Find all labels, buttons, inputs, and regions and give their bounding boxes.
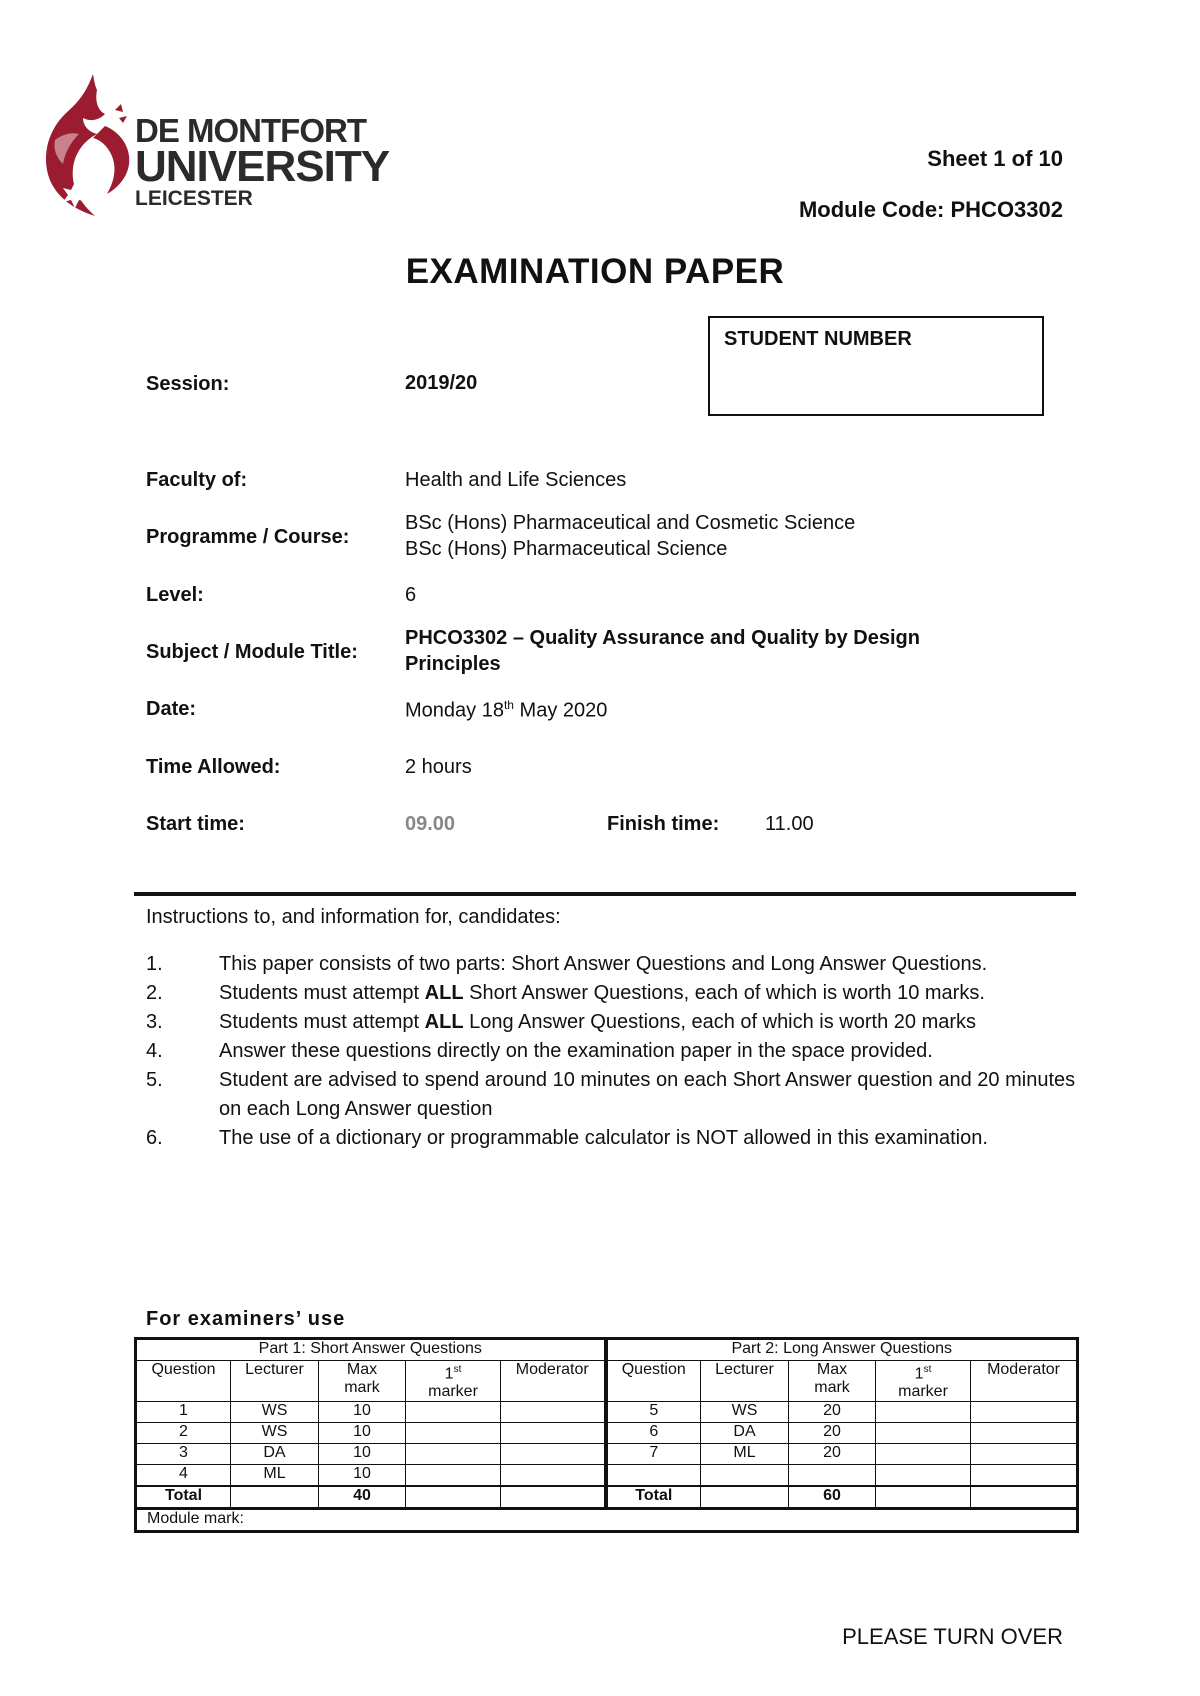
- moderator-cell[interactable]: [971, 1465, 1078, 1487]
- date-suffix: th: [503, 698, 514, 712]
- start-time-label: Start time:: [146, 813, 245, 835]
- faculty-label: Faculty of:: [146, 469, 248, 491]
- divider: [134, 892, 1076, 896]
- col-max-mark: Max mark: [789, 1361, 876, 1402]
- marker-cell[interactable]: [406, 1465, 501, 1487]
- moderator-cell[interactable]: [501, 1423, 606, 1444]
- marker-cell[interactable]: [406, 1402, 501, 1423]
- instructions-title: Instructions to, and information for, candidates:: [146, 906, 561, 928]
- date-month-year: May 2020: [513, 699, 608, 722]
- sheet-number: Sheet 1 of 10: [927, 146, 1063, 171]
- logo-line-1: DE MONTFORT: [135, 112, 366, 149]
- subject-value-2: Principles: [405, 653, 501, 675]
- module-mark-row: [136, 1509, 1078, 1532]
- col-question: Question: [136, 1361, 231, 1402]
- start-time-value: 09.00: [405, 813, 456, 835]
- level-value: 6: [405, 584, 417, 606]
- marker-cell[interactable]: [406, 1423, 501, 1444]
- please-turn-over: PLEASE TURN OVER: [842, 1624, 1063, 1649]
- marker-cell[interactable]: [876, 1423, 971, 1444]
- moderator-cell[interactable]: [971, 1444, 1078, 1465]
- table-row: 1 WS 10 5 WS 20: [136, 1402, 1078, 1423]
- part1-title: Part 1: Short Answer Questions: [136, 1339, 606, 1361]
- col-lecturer: Lecturer: [701, 1361, 789, 1402]
- total-part1: 40: [319, 1486, 406, 1509]
- col-max-mark: Max mark: [319, 1361, 406, 1402]
- level-label: Level:: [146, 584, 204, 606]
- moderator-cell[interactable]: [501, 1465, 606, 1487]
- subject-value-1: PHCO3302 – Quality Assurance and Quality by Design: [405, 627, 920, 649]
- instruction-item: 4. Answer these questions directly on the examination paper in the space provided.: [146, 1040, 933, 1062]
- instruction-item: 5. Student are advised to spend around 10 minutes on each Short Answer question and 20 minutes on each Long Answer question: [146, 1069, 1076, 1120]
- marker-cell[interactable]: [876, 1402, 971, 1423]
- moderator-cell[interactable]: [501, 1444, 606, 1465]
- total-label: Total: [136, 1486, 231, 1509]
- col-moderator: Moderator: [971, 1361, 1078, 1402]
- marker-cell[interactable]: [876, 1486, 971, 1509]
- date-label: Date:: [146, 698, 197, 720]
- col-first-marker: 1st marker: [876, 1361, 971, 1402]
- table-row: 2 WS 10 6 DA 20: [136, 1423, 1078, 1444]
- programme-value-2: BSc (Hons) Pharmaceutical Science: [405, 538, 728, 560]
- part2-title: Part 2: Long Answer Questions: [606, 1339, 1078, 1361]
- col-lecturer: Lecturer: [231, 1361, 319, 1402]
- moderator-cell[interactable]: [971, 1402, 1078, 1423]
- logo-line-2: UNIVERSITY: [135, 142, 390, 191]
- programme-label: Programme / Course:: [146, 526, 350, 548]
- table-part-header-row: [136, 1339, 1078, 1361]
- subject-label: Subject / Module Title:: [146, 641, 358, 663]
- total-label: Total: [606, 1486, 701, 1509]
- col-question: Question: [606, 1361, 701, 1402]
- university-logo: [35, 70, 390, 220]
- finish-time-value: 11.00: [765, 813, 814, 835]
- instruction-item: 2. Students must attempt ALL Short Answer Questions, each of which is worth 10 marks.: [146, 982, 985, 1004]
- module-code: Module Code: PHCO3302: [798, 197, 1063, 222]
- marker-cell[interactable]: [406, 1486, 501, 1509]
- table-total-row: [136, 1486, 1078, 1509]
- finish-time-label: Finish time:: [607, 813, 720, 835]
- marker-cell[interactable]: [406, 1444, 501, 1465]
- student-number-box[interactable]: [708, 316, 1044, 416]
- instruction-item: 1. This paper consists of two parts: Short Answer Questions and Long Answer Questions.: [146, 953, 988, 975]
- table-row: 4 ML 10: [136, 1465, 1078, 1487]
- time-allowed-value: 2 hours: [405, 756, 472, 778]
- session-label: Session:: [146, 373, 230, 395]
- time-allowed-label: Time Allowed:: [146, 756, 281, 778]
- date-day: Monday 18: [405, 699, 504, 722]
- module-mark-cell[interactable]: Module mark:: [136, 1509, 1078, 1532]
- session-value: 2019/20: [405, 372, 478, 394]
- table-row: 3 DA 10 7 ML 20: [136, 1444, 1078, 1465]
- faculty-value: Health and Life Sciences: [405, 469, 627, 491]
- table-column-header-row: [136, 1361, 1078, 1402]
- examiners-use-title: For examiners’ use: [146, 1308, 346, 1330]
- col-moderator: Moderator: [501, 1361, 606, 1402]
- logo-wordmark: [135, 114, 389, 212]
- marker-cell[interactable]: [876, 1465, 971, 1487]
- moderator-cell[interactable]: [501, 1486, 606, 1509]
- examiners-marks-table: [134, 1337, 1079, 1533]
- student-number-label: STUDENT NUMBER: [724, 328, 912, 350]
- moderator-cell[interactable]: [971, 1423, 1078, 1444]
- date-value: [405, 698, 607, 723]
- moderator-cell[interactable]: [501, 1402, 606, 1423]
- total-part2: 60: [789, 1486, 876, 1509]
- griffin-crest-icon: [35, 70, 135, 220]
- logo-line-3: LEICESTER: [135, 187, 253, 210]
- instruction-item: 6. The use of a dictionary or programmable calculator is NOT allowed in this examination.: [146, 1127, 988, 1149]
- moderator-cell[interactable]: [971, 1486, 1078, 1509]
- instruction-item: 3. Students must attempt ALL Long Answer Questions, each of which is worth 20 marks: [146, 1011, 977, 1033]
- col-first-marker: 1st marker: [406, 1361, 501, 1402]
- marker-cell[interactable]: [876, 1444, 971, 1465]
- instructions-list: [146, 950, 1086, 1153]
- page-title: EXAMINATION PAPER: [405, 252, 785, 291]
- programme-value-1: BSc (Hons) Pharmaceutical and Cosmetic Science: [405, 512, 856, 534]
